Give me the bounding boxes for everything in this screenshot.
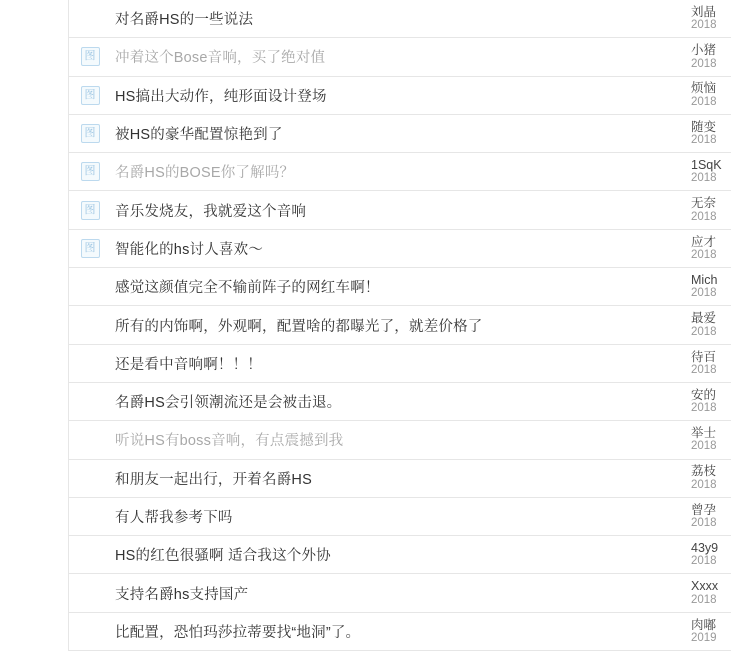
thread-date: 2018	[691, 555, 717, 568]
image-attachment-icon: 图	[81, 239, 100, 258]
thread-icon-cell	[69, 47, 111, 66]
thread-author[interactable]: 最爱	[691, 311, 717, 326]
thread-date: 2018	[691, 402, 717, 415]
thread-date: 2018	[691, 287, 717, 300]
thread-title-link[interactable]: 名爵HS的BOSE你了解吗？	[115, 165, 295, 182]
thread-icon-cell	[69, 201, 111, 220]
thread-row[interactable]	[68, 613, 731, 651]
thread-title-cell	[111, 315, 691, 336]
thread-meta-cell	[691, 158, 731, 186]
thread-row[interactable]	[68, 536, 731, 574]
thread-meta-cell	[691, 81, 731, 109]
thread-title-cell	[111, 506, 691, 527]
thread-title-link[interactable]: HS搞出大动作，纯形面设计登场	[115, 88, 327, 105]
thread-title-link[interactable]: 感觉这颜值完全不输前阵子的网红车啊！	[115, 280, 380, 297]
thread-title-link[interactable]: 智能化的hs讨人喜欢～	[115, 241, 264, 258]
thread-date: 2019	[691, 631, 717, 644]
thread-title-cell	[111, 85, 691, 106]
thread-row[interactable]	[68, 345, 731, 383]
thread-date: 2018	[691, 363, 717, 376]
thread-meta-cell	[691, 311, 731, 339]
thread-title-link[interactable]: 冲着这个Bose音响，买了绝对值	[115, 50, 326, 67]
thread-title-link[interactable]: 对名爵HS的一些说法	[115, 12, 254, 29]
thread-date: 2018	[691, 249, 717, 261]
thread-title-cell	[111, 8, 691, 29]
thread-date: 2018	[691, 134, 717, 147]
thread-meta-cell	[691, 235, 731, 263]
thread-meta-cell	[691, 273, 731, 301]
thread-row[interactable]	[68, 421, 731, 459]
thread-meta-cell	[691, 120, 731, 148]
thread-title-cell	[111, 583, 691, 604]
thread-meta-cell	[691, 503, 731, 531]
thread-meta-cell	[691, 426, 731, 454]
thread-title-link[interactable]: 比配置，恐怕玛莎拉蒂要找“地洞”了。	[115, 624, 361, 641]
thread-title-link[interactable]: HS的红色很骚啊 适合我这个外协	[115, 548, 331, 565]
thread-title-cell	[111, 238, 691, 259]
thread-title-link[interactable]: 和朋友一起出行，开着名爵HS	[115, 471, 312, 488]
thread-author[interactable]: 安的	[691, 387, 717, 402]
thread-icon-cell	[69, 124, 111, 143]
thread-author[interactable]: 1SqK	[691, 158, 722, 173]
thread-title-cell	[111, 468, 691, 489]
thread-title-link[interactable]: 被HS的豪华配置惊艳到了	[115, 127, 283, 144]
thread-row[interactable]	[68, 115, 731, 153]
thread-meta-cell	[691, 43, 731, 71]
thread-date: 2018	[691, 172, 717, 185]
thread-author[interactable]: 待百	[691, 349, 717, 364]
thread-title-link[interactable]: 名爵HS会引领潮流还是会被击退。	[115, 395, 342, 412]
thread-title-link[interactable]: 还是看中音响啊！！！	[115, 356, 262, 373]
thread-meta-cell	[691, 464, 731, 492]
thread-date: 2018	[691, 57, 717, 70]
thread-title-link[interactable]: 所有的内饰啊，外观啊，配置啥的都曝光了，就差价格了	[115, 318, 483, 335]
thread-icon-cell	[69, 86, 111, 105]
thread-row[interactable]	[68, 268, 731, 306]
thread-date: 2018	[691, 593, 717, 606]
thread-row[interactable]	[68, 153, 731, 191]
thread-meta-cell	[691, 388, 731, 416]
thread-author[interactable]: 随变	[691, 119, 717, 134]
thread-icon-cell	[69, 162, 111, 181]
thread-author[interactable]: 烦恼	[691, 81, 717, 96]
thread-date: 2018	[691, 95, 717, 108]
thread-meta-cell	[691, 618, 731, 646]
thread-title-cell	[111, 544, 691, 565]
thread-author[interactable]: 43y9	[691, 541, 719, 555]
thread-row[interactable]	[68, 574, 731, 612]
thread-date: 2018	[691, 440, 717, 453]
thread-row[interactable]	[68, 230, 731, 268]
thread-author[interactable]: 曾孕	[691, 502, 717, 517]
thread-title-cell	[111, 46, 691, 67]
thread-title-link[interactable]: 支持名爵hs支持国产	[115, 586, 249, 603]
thread-meta-cell	[691, 196, 731, 224]
thread-author[interactable]: 肉嘟	[691, 617, 717, 632]
image-attachment-icon: 图	[81, 47, 100, 66]
thread-date: 2018	[691, 325, 717, 338]
image-attachment-icon: 图	[81, 162, 100, 181]
thread-title-cell	[111, 391, 691, 412]
list-left-gutter	[0, 0, 68, 651]
thread-row[interactable]	[68, 77, 731, 115]
thread-title-cell	[111, 353, 691, 374]
thread-row[interactable]	[68, 0, 731, 38]
thread-row[interactable]	[68, 460, 731, 498]
thread-meta-cell	[691, 350, 731, 378]
thread-title-cell	[111, 429, 691, 450]
thread-title-cell	[111, 200, 691, 221]
thread-date: 2018	[691, 517, 717, 530]
thread-date: 2018	[691, 210, 717, 223]
image-attachment-icon: 图	[81, 124, 100, 143]
thread-title-link[interactable]: 听说HS有boss音响，有点震撼到我	[115, 433, 344, 450]
thread-title-link[interactable]: 音乐发烧友，我就爱这个音响	[115, 203, 307, 220]
thread-icon-cell	[69, 239, 111, 258]
thread-meta-cell	[691, 541, 731, 569]
thread-author[interactable]: 无奈	[691, 196, 717, 211]
thread-row[interactable]	[68, 38, 731, 76]
thread-meta-cell	[691, 579, 731, 607]
thread-author[interactable]: 应才	[691, 234, 717, 249]
thread-meta-cell	[691, 5, 731, 33]
thread-title-cell	[111, 161, 691, 182]
thread-author[interactable]: 刘晶	[691, 4, 717, 19]
thread-date: 2018	[691, 19, 717, 32]
thread-row[interactable]	[68, 306, 731, 344]
thread-author[interactable]: 举士	[691, 426, 717, 441]
thread-title-link[interactable]: 有人帮我参考下吗	[115, 510, 233, 526]
image-attachment-icon: 图	[81, 201, 100, 220]
thread-title-cell	[111, 621, 691, 642]
thread-author[interactable]: 小猪	[691, 43, 717, 58]
thread-row[interactable]	[68, 191, 731, 229]
thread-row[interactable]	[68, 383, 731, 421]
thread-row[interactable]	[68, 498, 731, 536]
thread-author[interactable]: Mich	[691, 272, 718, 287]
thread-author[interactable]: Xxxx	[691, 579, 719, 594]
thread-title-cell	[111, 123, 691, 144]
thread-author[interactable]: 荔枝	[691, 464, 717, 479]
thread-date: 2018	[691, 478, 717, 491]
image-attachment-icon: 图	[81, 86, 100, 105]
thread-title-cell	[111, 276, 691, 297]
